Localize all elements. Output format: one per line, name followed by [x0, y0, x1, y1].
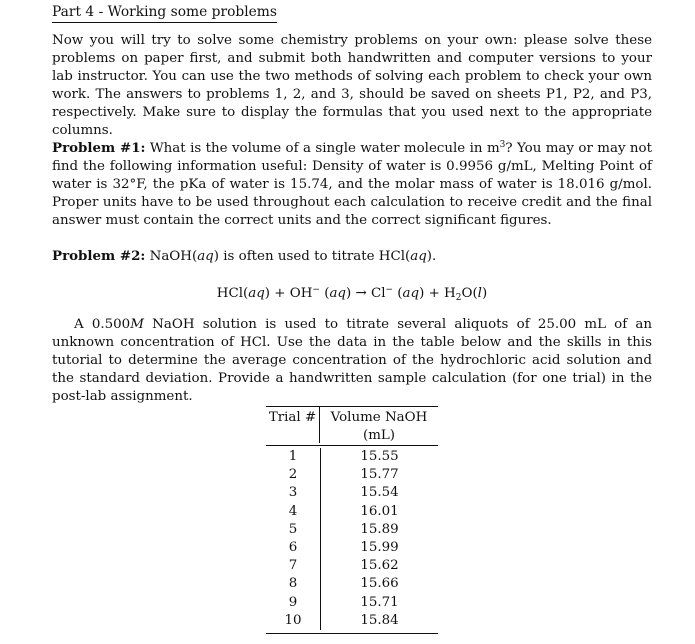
volume-cell: 15.84 [360, 612, 399, 628]
problem-2-intro-aq2: aq [410, 249, 427, 264]
eq-hcl: HCl( [216, 286, 249, 301]
trial-cell: 5 [266, 521, 321, 539]
eq-arrow: ) → Cl [346, 286, 386, 301]
problem-2-intro-aq: aq [197, 249, 214, 264]
eq-close: ) [481, 286, 488, 301]
volume-cell: 15.54 [360, 485, 399, 501]
trial-cell: 3 [266, 484, 321, 502]
eq-aq2-open: ( [319, 286, 330, 301]
header-trial: Trial # [266, 407, 320, 443]
table-row [266, 539, 438, 557]
volume-cell: 15.89 [360, 521, 399, 537]
trial-cell: 2 [266, 466, 321, 484]
volume-cell: 15.62 [360, 558, 399, 574]
header-volume-line2: (mL) [362, 428, 396, 443]
problem-2-body-b: NaOH solution is used to titrate several aliquots of 25.00 mL of an unknown concentration of HCl. Use the data in the table below and the skills in this tutorial to determine the average concentration of the hydrochloric acid solution and the standard deviation. Provide a handwritten sample calculation (for one trial) in the post-lab assignment. [52, 317, 652, 404]
header-volume-line1: Volume NaOH [330, 410, 428, 425]
eq-plus1: ) + OH [264, 286, 313, 301]
table-row [266, 484, 438, 502]
reaction-equation [52, 285, 652, 303]
trial-cell: 1 [266, 448, 321, 466]
problem-1-text-b: ? You may or may not find the following information useful: Density of water is 0.9956 g/mL, Melting Point of water is 32°F, the pKa of water is 15.74, and the molar mass of water is 18.016 g/mol. Proper units have to be used throughout each calculation to receive credit and the final answer must contain the correct units and the correct significant figures. [52, 141, 652, 228]
eq-aq3-open: ( [393, 286, 403, 301]
section-title: Part 4 - Working some problems [52, 4, 277, 23]
table-row [266, 594, 438, 612]
volume-cell: 15.71 [360, 594, 399, 610]
table-row [266, 503, 438, 521]
table-header [266, 407, 438, 446]
table-row [266, 521, 438, 539]
intro-paragraph: Now you will try to solve some chemistry problems on your own: please solve these problems on paper first, and submit both handwritten and computer versions to your lab instructor. You can use the two methods of solving each problem to check your own work. The answers to problems 1, 2, and 3, should be saved on sheets P1, P2, and P3, respectively. Make sure to display the formulas that you used next to the appropriate columns. [52, 33, 652, 138]
eq-water: O( [461, 286, 478, 301]
table-row [266, 575, 438, 593]
table-body [266, 446, 438, 633]
titration-table [266, 406, 438, 634]
problem-2-label: Problem #2: [52, 248, 146, 264]
table-row [266, 612, 438, 630]
eq-aq3: aq [402, 286, 420, 301]
volume-cell: 15.77 [360, 467, 399, 483]
volume-cell: 15.55 [360, 449, 399, 464]
problem-1-text-a: What is the volume of a single water molecule in m [149, 141, 500, 156]
problem-1-label: Problem #1: [52, 140, 146, 156]
volume-cell: 15.66 [360, 576, 399, 592]
eq-aq2: aq [329, 286, 346, 301]
eq-minus1: − [312, 285, 320, 295]
eq-l: l [477, 286, 482, 301]
eq-plus2: ) + H [419, 286, 456, 301]
trial-cell: 9 [266, 594, 321, 612]
trial-cell: 8 [266, 575, 321, 593]
volume-cell: 16.01 [360, 503, 399, 519]
problem-2-intro-a: NaOH( [149, 249, 198, 264]
eq-sub2: 2 [455, 293, 462, 303]
trial-cell: 6 [266, 539, 321, 557]
eq-minus2: − [385, 285, 394, 295]
trial-cell: 7 [266, 557, 321, 575]
trial-cell: 10 [266, 612, 321, 630]
problem-2-intro-b: ) is often used to titrate HCl( [213, 249, 411, 264]
problem-2-body [52, 316, 652, 406]
problem-2-intro-c: ). [426, 249, 437, 264]
table-row [266, 448, 438, 466]
problem-2-body-a: A 0.500 [74, 317, 131, 332]
problem-1-sup: 3 [499, 140, 506, 150]
volume-cell: 15.99 [360, 539, 399, 555]
trial-cell: 4 [266, 503, 321, 521]
table-row [266, 466, 438, 484]
problem-2-intro [52, 247, 652, 266]
eq-aq1: aq [248, 286, 265, 301]
header-volume [320, 407, 438, 445]
problem-1-paragraph [52, 139, 652, 230]
table-row [266, 557, 438, 575]
problem-2-body-m: M [130, 317, 144, 332]
